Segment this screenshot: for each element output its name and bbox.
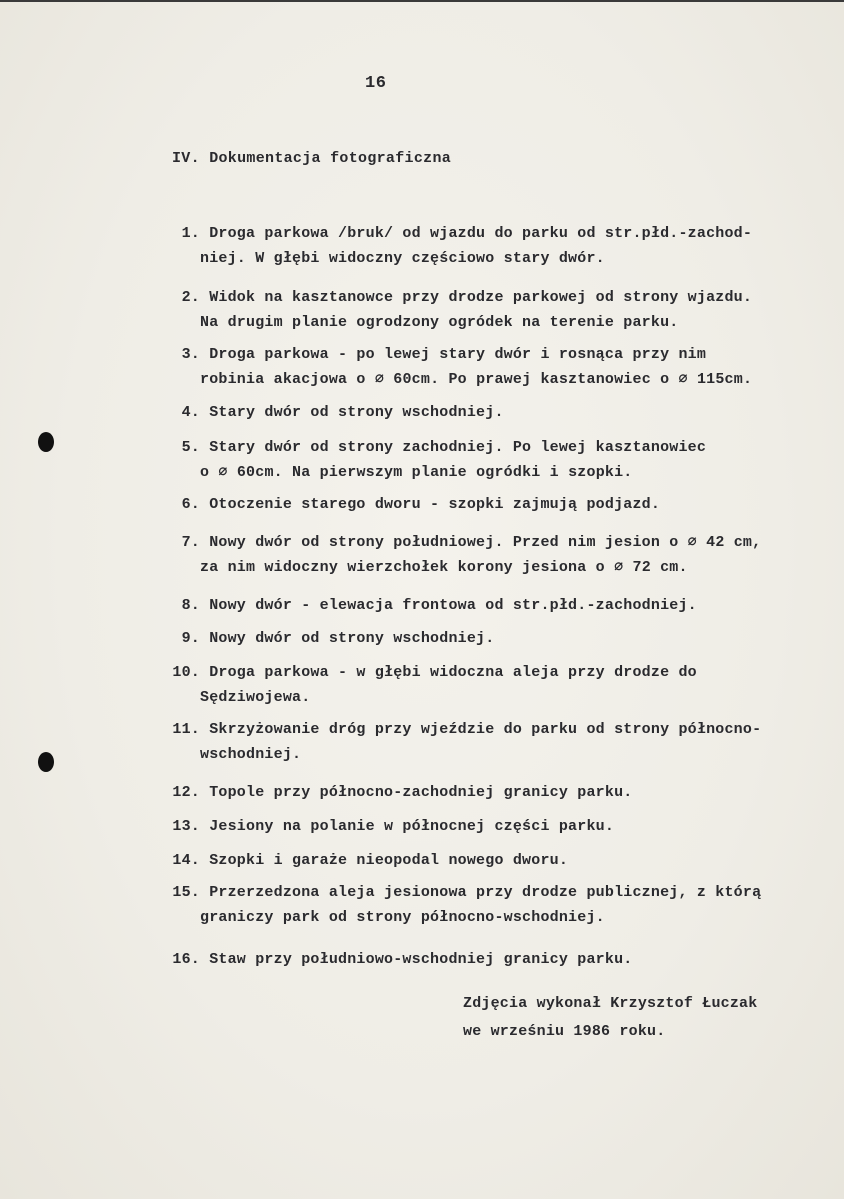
list-item-text: Jesiony na polanie w północnej części parku. (209, 818, 615, 835)
list-item (160, 435, 840, 485)
list-item-number: 9. (181, 630, 200, 647)
list-item-text: Otoczenie starego dworu - szopki zajmują podjazd. (209, 496, 661, 513)
list-item-text: Szopki i garaże nieopodal nowego dworu. (209, 852, 569, 869)
list-item-number: 11. (172, 721, 200, 738)
list-item (160, 285, 840, 335)
list-item-text-continued: wschodniej. (200, 746, 302, 763)
list-item (160, 221, 840, 271)
list-item-text: Nowy dwór od strony południowej. Przed nim jesion o ∅ 42 cm, (209, 534, 762, 551)
list-item-text-continued: za nim widoczny wierzchołek korony jesiona o ∅ 72 cm. (200, 559, 688, 576)
list-item (160, 492, 840, 517)
list-item-number: 2. (181, 289, 200, 306)
list-item (160, 717, 840, 767)
list-item-number: 15. (172, 884, 200, 901)
list-item-text-continued: robinia akacjowa o ∅ 60cm. Po prawej kasztanowiec o ∅ 115cm. (200, 371, 753, 388)
list-item-text: Nowy dwór od strony wschodniej. (209, 630, 495, 647)
list-item (160, 848, 840, 873)
list-item-text: Przerzedzona aleja jesionowa przy drodze publicznej, z którą (209, 884, 762, 901)
signature-line-1: Zdjęcia wykonał Krzysztof Łuczak (463, 995, 758, 1012)
list-item (160, 400, 840, 425)
list-item-text-continued: graniczy park od strony północno-wschodniej. (200, 909, 605, 926)
list-item-text: Skrzyżowanie dróg przy wjeździe do parku od strony północno- (209, 721, 762, 738)
list-item-text: Stary dwór od strony zachodniej. Po lewej kasztanowiec (209, 439, 707, 456)
list-item-number: 14. (172, 852, 200, 869)
list-item-number: 13. (172, 818, 200, 835)
list-item-text-continued: Na drugim planie ogrodzony ogródek na terenie parku. (200, 314, 679, 331)
list-item-number: 4. (181, 404, 200, 421)
page-number: 16 (365, 74, 387, 93)
signature-line-2: we wrześniu 1986 roku. (463, 1023, 666, 1040)
list-item-text-continued: Sędziwojewa. (200, 689, 311, 706)
list-item (160, 880, 840, 930)
list-item-number: 1. (181, 225, 200, 242)
list-item (160, 530, 840, 580)
list-item (160, 814, 840, 839)
list-item (160, 342, 840, 392)
list-item-number: 7. (181, 534, 200, 551)
list-item-text-continued: o ∅ 60cm. Na pierwszym planie ogródki i szopki. (200, 464, 633, 481)
punch-hole (38, 752, 54, 772)
page-top-edge (0, 0, 844, 2)
signature-block (463, 990, 757, 1046)
list-item-text: Stary dwór od strony wschodniej. (209, 404, 504, 421)
list-item (160, 593, 840, 618)
list-item-number: 10. (172, 664, 200, 681)
list-item-text: Droga parkowa - w głębi widoczna aleja przy drodze do (209, 664, 697, 681)
list-item-text: Widok na kasztanowce przy drodze parkowej od strony wjazdu. (209, 289, 753, 306)
list-item-number: 16. (172, 951, 200, 968)
list-item-text: Droga parkowa - po lewej stary dwór i rosnąca przy nim (209, 346, 707, 363)
list-item-text: Staw przy południowo-wschodniej granicy parku. (209, 951, 633, 968)
list-item-number: 12. (172, 784, 200, 801)
list-item-number: 8. (181, 597, 200, 614)
list-item (160, 626, 840, 651)
list-item-number: 5. (181, 439, 200, 456)
list-item (160, 660, 840, 710)
list-item-text: Droga parkowa /bruk/ od wjazdu do parku od str.płd.-zachod- (209, 225, 753, 242)
list-item-text: Nowy dwór - elewacja frontowa od str.płd.-zachodniej. (209, 597, 697, 614)
section-title: IV. Dokumentacja fotograficzna (172, 150, 452, 167)
list-item (160, 780, 840, 805)
list-item-number: 6. (181, 496, 200, 513)
list-item-number: 3. (181, 346, 200, 363)
list-item (160, 947, 840, 972)
list-item-text-continued: niej. W głębi widoczny częściowo stary dwór. (200, 250, 605, 267)
punch-hole (38, 432, 54, 452)
list-item-text: Topole przy północno-zachodniej granicy parku. (209, 784, 633, 801)
